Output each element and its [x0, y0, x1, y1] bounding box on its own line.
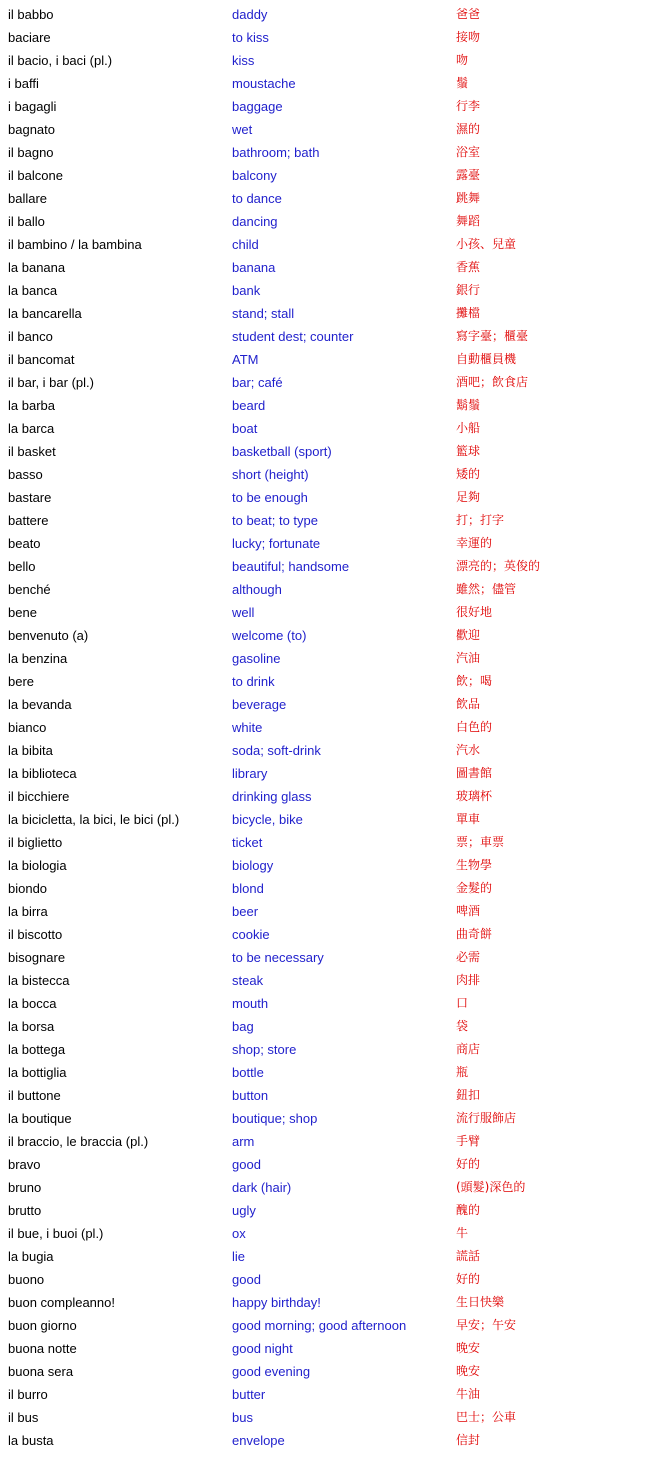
chinese-translation: 矮的 [456, 467, 481, 481]
vocab-row [0, 1107, 650, 1130]
english-translation: library [232, 766, 268, 781]
english-translation: wet [232, 122, 253, 137]
vocab-row [0, 716, 650, 739]
vocab-row [0, 72, 650, 95]
italian-term: bastare [8, 490, 52, 505]
chinese-translation: 銀行 [456, 283, 481, 297]
english-translation: beautiful; handsome [232, 559, 350, 574]
english-translation: beverage [232, 697, 287, 712]
english-translation: dark (hair) [232, 1180, 292, 1195]
italian-term: la bocca [8, 996, 57, 1011]
italian-term: bere [8, 674, 35, 689]
vocab-row [0, 854, 650, 877]
chinese-translation: 籃球 [456, 444, 481, 458]
english-translation: good [232, 1272, 261, 1287]
chinese-translation: 啤酒 [456, 904, 481, 918]
italian-term: la busta [8, 1433, 54, 1448]
vocabulary-table [0, 3, 650, 1452]
chinese-translation: 汽油 [456, 651, 481, 665]
chinese-translation: 跳舞 [456, 191, 481, 205]
english-translation: bank [232, 283, 261, 298]
chinese-translation: 巴士；公車 [456, 1410, 517, 1424]
english-translation: ATM [232, 352, 259, 367]
english-translation: baggage [232, 99, 283, 114]
italian-term: ballare [8, 191, 48, 206]
english-translation: steak [232, 973, 264, 988]
vocab-row [0, 348, 650, 371]
vocab-row [0, 463, 650, 486]
vocab-row [0, 877, 650, 900]
italian-term: la bancarella [8, 306, 82, 321]
vocab-row [0, 325, 650, 348]
italian-term: il banco [8, 329, 53, 344]
chinese-translation: 露臺 [456, 168, 481, 182]
english-translation: banana [232, 260, 276, 275]
english-translation: to drink [232, 674, 275, 689]
english-translation: arm [232, 1134, 255, 1149]
chinese-translation: 酒吧；飲食店 [456, 375, 529, 389]
italian-term: il biglietto [8, 835, 63, 850]
vocab-row [0, 256, 650, 279]
italian-term: la bugia [8, 1249, 54, 1264]
italian-term: il buttone [8, 1088, 61, 1103]
chinese-translation: 流行服飾店 [456, 1111, 517, 1125]
english-translation: to be necessary [232, 950, 324, 965]
vocab-row [0, 992, 650, 1015]
english-translation: boutique; shop [232, 1111, 318, 1126]
english-translation: student dest; counter [232, 329, 354, 344]
english-translation: well [232, 605, 255, 620]
chinese-translation: 自動櫃員機 [456, 352, 517, 366]
italian-term: benvenuto (a) [8, 628, 89, 643]
italian-term: la banana [8, 260, 66, 275]
english-translation: kiss [232, 53, 255, 68]
italian-term: buon compleanno! [8, 1295, 115, 1310]
vocab-row [0, 440, 650, 463]
chinese-translation: 浴室 [456, 145, 481, 159]
chinese-translation: 謊話 [456, 1249, 481, 1263]
italian-term: brutto [8, 1203, 42, 1218]
chinese-translation: 攤檔 [456, 306, 481, 320]
italian-term: i baffi [8, 76, 39, 91]
italian-term: il bagno [8, 145, 54, 160]
english-translation: button [232, 1088, 269, 1103]
english-translation: shop; store [232, 1042, 297, 1057]
chinese-translation: 好的 [456, 1272, 481, 1286]
vocab-row [0, 1360, 650, 1383]
italian-term: la biologia [8, 858, 67, 873]
italian-term: la barca [8, 421, 55, 436]
chinese-translation: 肉排 [456, 973, 481, 987]
italian-term: bagnato [8, 122, 55, 137]
vocab-row [0, 233, 650, 256]
english-translation: child [232, 237, 259, 252]
italian-term: la bottiglia [8, 1065, 67, 1080]
english-translation: balcony [232, 168, 277, 183]
chinese-translation: 足夠 [456, 490, 481, 504]
italian-term: la bistecca [8, 973, 70, 988]
italian-term: il ballo [8, 214, 45, 229]
english-translation: butter [232, 1387, 266, 1402]
english-translation: welcome (to) [232, 628, 307, 643]
italian-term: la birra [8, 904, 48, 919]
italian-term: baciare [8, 30, 51, 45]
vocab-row [0, 164, 650, 187]
chinese-translation: 圖書館 [456, 766, 493, 780]
english-translation: soda; soft-drink [232, 743, 321, 758]
english-translation: bag [232, 1019, 254, 1034]
vocab-row [0, 1314, 650, 1337]
english-translation: boat [232, 421, 258, 436]
english-translation: stand; stall [232, 306, 295, 321]
italian-term: la biblioteca [8, 766, 77, 781]
english-translation: bus [232, 1410, 253, 1425]
vocab-row [0, 1015, 650, 1038]
vocab-row [0, 923, 650, 946]
vocab-row [0, 509, 650, 532]
chinese-translation: 漂亮的；英俊的 [456, 559, 541, 573]
chinese-translation: 鬚 [456, 76, 469, 90]
vocab-row [0, 1061, 650, 1084]
english-translation: daddy [232, 7, 268, 22]
chinese-translation: 很好地 [456, 605, 493, 619]
italian-term: buona sera [8, 1364, 74, 1379]
vocab-row [0, 693, 650, 716]
english-translation: envelope [232, 1433, 285, 1448]
english-translation: ox [232, 1226, 246, 1241]
vocab-row [0, 118, 650, 141]
italian-term: bruno [8, 1180, 42, 1195]
vocab-row [0, 1383, 650, 1406]
english-translation: good [232, 1157, 261, 1172]
italian-term: il burro [8, 1387, 48, 1402]
english-translation: blond [232, 881, 264, 896]
vocab-row [0, 1222, 650, 1245]
english-translation: happy birthday! [232, 1295, 321, 1310]
italian-term: il bue, i buoi (pl.) [8, 1226, 104, 1241]
vocab-row [0, 624, 650, 647]
italian-term: benché [8, 582, 51, 597]
vocab-row [0, 187, 650, 210]
italian-term: basso [8, 467, 43, 482]
english-translation: good night [232, 1341, 293, 1356]
chinese-translation: 行李 [456, 99, 481, 113]
vocab-row [0, 1084, 650, 1107]
vocab-row [0, 647, 650, 670]
vocab-row [0, 831, 650, 854]
english-translation: lucky; fortunate [232, 536, 321, 551]
vocab-row [0, 49, 650, 72]
chinese-translation: 飲品 [456, 697, 481, 711]
italian-term: bisognare [8, 950, 66, 965]
italian-term: buono [8, 1272, 45, 1287]
italian-term: il bancomat [8, 352, 75, 367]
vocab-row [0, 141, 650, 164]
english-translation: bathroom; bath [232, 145, 320, 160]
italian-term: bene [8, 605, 37, 620]
chinese-translation: 玻璃杯 [456, 789, 493, 803]
italian-term: la bottega [8, 1042, 66, 1057]
vocab-row [0, 486, 650, 509]
english-translation: to beat; to type [232, 513, 319, 528]
vocab-row [0, 785, 650, 808]
vocab-row [0, 969, 650, 992]
italian-term: la barba [8, 398, 55, 413]
italian-term: la boutique [8, 1111, 72, 1126]
vocab-row [0, 739, 650, 762]
vocab-row [0, 601, 650, 624]
vocab-row [0, 3, 650, 26]
italian-term: il bacio, i baci (pl.) [8, 53, 113, 68]
italian-term: buona notte [8, 1341, 77, 1356]
vocab-row [0, 417, 650, 440]
italian-term: bravo [8, 1157, 41, 1172]
chinese-translation: 單車 [456, 812, 481, 826]
vocab-row [0, 302, 650, 325]
italian-term: il bambino / la bambina [8, 237, 142, 252]
italian-term: battere [8, 513, 49, 528]
chinese-translation: 晚安 [456, 1341, 481, 1355]
english-translation: good evening [232, 1364, 311, 1379]
english-translation: cookie [232, 927, 270, 942]
english-translation: drinking glass [232, 789, 312, 804]
chinese-translation: 曲奇餅 [456, 927, 493, 941]
italian-term: biondo [8, 881, 48, 896]
english-translation: bottle [232, 1065, 264, 1080]
english-translation: beer [232, 904, 259, 919]
italian-term: la bevanda [8, 697, 72, 712]
chinese-translation: 打；打字 [456, 513, 505, 527]
italian-term: il basket [8, 444, 56, 459]
chinese-translation: 汽水 [456, 743, 481, 757]
chinese-translation: 鬍鬚 [456, 398, 481, 412]
english-translation: ugly [232, 1203, 256, 1218]
english-translation: bicycle, bike [232, 812, 303, 827]
italian-term: il bicchiere [8, 789, 70, 804]
chinese-translation: (頭髮)深色的 [456, 1180, 526, 1194]
vocab-row [0, 26, 650, 49]
italian-term: il bar, i bar (pl.) [8, 375, 94, 390]
vocab-row [0, 1268, 650, 1291]
chinese-translation: 牛油 [456, 1387, 481, 1401]
english-translation: biology [232, 858, 274, 873]
italian-term: la banca [8, 283, 58, 298]
vocab-row [0, 1291, 650, 1314]
english-translation: moustache [232, 76, 296, 91]
chinese-translation: 濕的 [456, 122, 481, 136]
italian-term: il biscotto [8, 927, 63, 942]
chinese-translation: 小孩、兒童 [456, 237, 517, 251]
chinese-translation: 晚安 [456, 1364, 481, 1378]
vocab-row [0, 946, 650, 969]
chinese-translation: 香蕉 [456, 260, 481, 274]
vocab-row [0, 279, 650, 302]
english-translation: white [232, 720, 263, 735]
vocab-row [0, 808, 650, 831]
vocab-row [0, 394, 650, 417]
english-translation: to be enough [232, 490, 308, 505]
vocab-row [0, 555, 650, 578]
vocab-row [0, 1130, 650, 1153]
vocab-row [0, 762, 650, 785]
vocab-row [0, 1199, 650, 1222]
chinese-translation: 鈕扣 [456, 1088, 481, 1102]
vocab-row [0, 95, 650, 118]
chinese-translation: 好的 [456, 1157, 481, 1171]
english-translation: dancing [232, 214, 278, 229]
chinese-translation: 歡迎 [456, 628, 481, 642]
vocab-row [0, 371, 650, 394]
italian-term: il bus [8, 1410, 39, 1425]
chinese-translation: 口 [456, 996, 469, 1010]
chinese-translation: 必需 [456, 950, 481, 964]
english-translation: to kiss [232, 30, 269, 45]
italian-term: il braccio, le braccia (pl.) [8, 1134, 149, 1149]
italian-term: bello [8, 559, 36, 574]
chinese-translation: 接吻 [456, 30, 481, 44]
english-translation: mouth [232, 996, 269, 1011]
italian-term: il babbo [8, 7, 54, 22]
english-translation: to dance [232, 191, 282, 206]
chinese-translation: 吻 [456, 53, 469, 67]
italian-term: beato [8, 536, 41, 551]
chinese-translation: 生物學 [456, 858, 493, 872]
vocab-row [0, 1038, 650, 1061]
english-translation: gasoline [232, 651, 281, 666]
italian-term: la borsa [8, 1019, 55, 1034]
italian-term: la bibita [8, 743, 53, 758]
chinese-translation: 袋 [456, 1019, 469, 1033]
vocab-row [0, 900, 650, 923]
chinese-translation: 舞蹈 [456, 214, 481, 228]
chinese-translation: 早安；午安 [456, 1318, 517, 1332]
chinese-translation: 小船 [456, 421, 481, 435]
english-translation: basketball (sport) [232, 444, 332, 459]
chinese-translation: 爸爸 [456, 7, 481, 21]
chinese-translation: 牛 [456, 1226, 469, 1240]
english-translation: bar; café [232, 375, 283, 390]
vocab-row [0, 1245, 650, 1268]
chinese-translation: 幸運的 [456, 536, 493, 550]
vocab-row [0, 532, 650, 555]
english-translation: lie [232, 1249, 246, 1264]
chinese-translation: 生日快樂 [456, 1295, 505, 1309]
italian-term: buon giorno [8, 1318, 77, 1333]
chinese-translation: 信封 [456, 1433, 481, 1447]
chinese-translation: 白色的 [456, 720, 493, 734]
english-translation: good morning; good afternoon [232, 1318, 407, 1333]
english-translation: short (height) [232, 467, 309, 482]
vocab-row [0, 1429, 650, 1452]
vocab-row [0, 1176, 650, 1199]
vocab-row [0, 1337, 650, 1360]
chinese-translation: 手臂 [456, 1134, 481, 1148]
vocab-row [0, 670, 650, 693]
italian-term: il balcone [8, 168, 63, 183]
chinese-translation: 金髮的 [456, 881, 493, 895]
english-translation: beard [232, 398, 266, 413]
italian-term: i bagagli [8, 99, 57, 114]
chinese-translation: 醜的 [456, 1203, 481, 1217]
vocab-row [0, 1406, 650, 1429]
english-translation: ticket [232, 835, 263, 850]
vocab-row [0, 210, 650, 233]
italian-term: bianco [8, 720, 47, 735]
chinese-translation: 飲；喝 [456, 674, 493, 688]
vocab-row [0, 1153, 650, 1176]
italian-term: la benzina [8, 651, 68, 666]
chinese-translation: 雖然；儘管 [456, 582, 517, 596]
vocab-row [0, 578, 650, 601]
chinese-translation: 瓶 [456, 1065, 469, 1079]
chinese-translation: 寫字臺；櫃臺 [456, 329, 529, 343]
chinese-translation: 商店 [456, 1042, 481, 1056]
english-translation: although [232, 582, 282, 597]
chinese-translation: 票；車票 [456, 835, 505, 849]
italian-term: la bicicletta, la bici, le bici (pl.) [8, 812, 180, 827]
